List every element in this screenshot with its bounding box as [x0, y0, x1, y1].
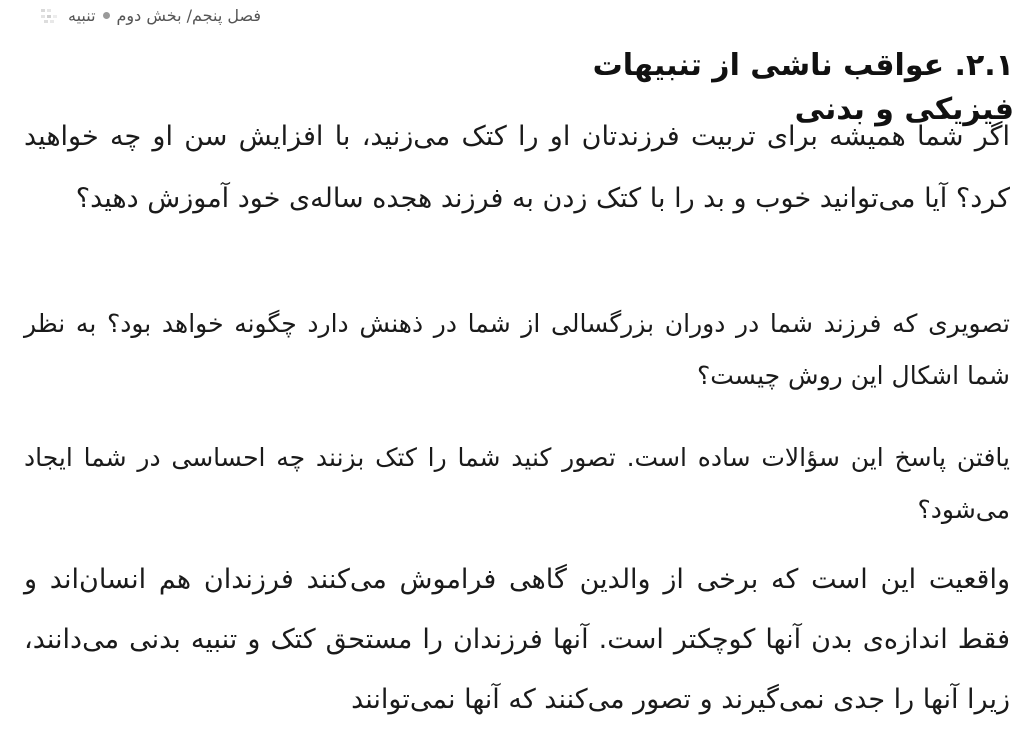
- body-paragraph-2: تصویری که فرزند شما در دوران بزرگسالی از شما در ذهنش دارد چگونه خواهد بود؟ به نظر شما اشکال این روش چیست؟: [24, 309, 1010, 390]
- section-heading: ۲.۱. عواقب ناشی از تنبیهات فیزیکی و بدنی: [592, 48, 1014, 127]
- body-paragraph-4: واقعیت این است که برخی از والدین گاهی فراموش می‌کنند فرزندان هم انسان‌اند و فقط اندازه‌ی بدن آنها کوچکتر است. آنها فرزندان را مستحق کتک و تنبیه بدنی می‌دانند، زیرا آنها را جدی نمی‌گیرند و تصور می‌کنند که آنها نمی‌توانند: [24, 564, 1010, 715]
- body-paragraph-3: یافتن پاسخ این سؤالات ساده است. تصور کنید شما را کتک بزنند چه احساسی در شما ایجاد می‌شود؟: [24, 443, 1010, 524]
- breadcrumb-separator-dot: [103, 12, 110, 19]
- breadcrumb-section: تنبیه: [68, 6, 96, 25]
- breadcrumb: [40, 6, 261, 25]
- decorative-ornament-icon: [40, 7, 60, 25]
- breadcrumb-chapter: فصل پنجم/ بخش دوم: [116, 6, 261, 25]
- body-paragraph-1: اگر شما همیشه برای تربیت فرزندتان او را کتک می‌زنید، با افزایش سن او چه خواهید کرد؟ آیا می‌توانید خوب و بد را با کتک زدن به فرزند هجده ساله‌ی خود آموزش دهید؟: [24, 121, 1010, 214]
